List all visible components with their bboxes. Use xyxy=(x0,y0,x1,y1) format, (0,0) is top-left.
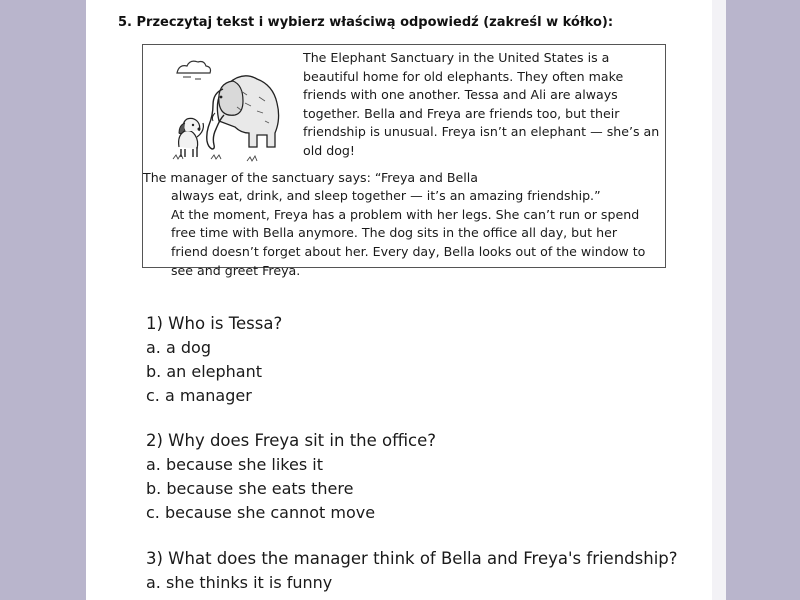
answer-option[interactable]: c. a manager xyxy=(146,386,252,405)
answer-option[interactable]: b. an elephant xyxy=(146,362,263,381)
question-2 xyxy=(146,429,706,525)
question-text: 1) Who is Tessa? xyxy=(146,314,283,333)
illustration-spacer xyxy=(143,49,303,163)
right-page-edge xyxy=(712,0,726,600)
answer-option[interactable]: a. she thinks it is funny xyxy=(146,573,333,592)
question-1 xyxy=(146,312,706,408)
answer-option[interactable]: a. because she likes it xyxy=(146,455,323,474)
right-margin xyxy=(726,0,800,600)
answer-option[interactable]: a. a dog xyxy=(146,338,211,357)
reading-passage-box xyxy=(142,44,666,278)
question-text: 2) Why does Freya sit in the office? xyxy=(146,431,437,450)
answer-option[interactable]: b. because she eats there xyxy=(146,479,354,498)
questions-list xyxy=(146,312,706,595)
question-3 xyxy=(146,547,706,595)
paragraph-3: At the moment, Freya has a problem with her legs. She can’t run or spend free time with Bella anymore. The dog sits in the office all day, but her friend doesn’t forget about her. Every day, Bella looks out of the window to see and greet Freya. xyxy=(171,206,646,278)
paragraph-2-start: The manager of the sanctuary says: “Freya and Bella xyxy=(143,169,478,185)
paragraph-2-rest: always eat, drink, and sleep together — it’s an amazing friendship.” xyxy=(171,188,601,204)
left-margin xyxy=(0,0,86,600)
answer-option[interactable]: c. because she cannot move xyxy=(146,503,376,522)
task-title: 5. Przeczytaj tekst i wybierz właściwą odpowiedź (zakreśl w kółko): xyxy=(118,15,614,30)
worksheet-page xyxy=(86,0,712,600)
paragraph-1: The Elephant Sanctuary in the United States is a beautiful home for old elephants. They often make friends with one another. Tessa and Ali are always together. Bella and Freya are friends too, but their friendship is unusual. Freya isn’t an elephant — she’s an old dog! xyxy=(303,50,660,158)
reading-passage-text xyxy=(143,49,665,280)
question-text: 3) What does the manager think of Bella and Freya's friendship? xyxy=(146,549,678,568)
